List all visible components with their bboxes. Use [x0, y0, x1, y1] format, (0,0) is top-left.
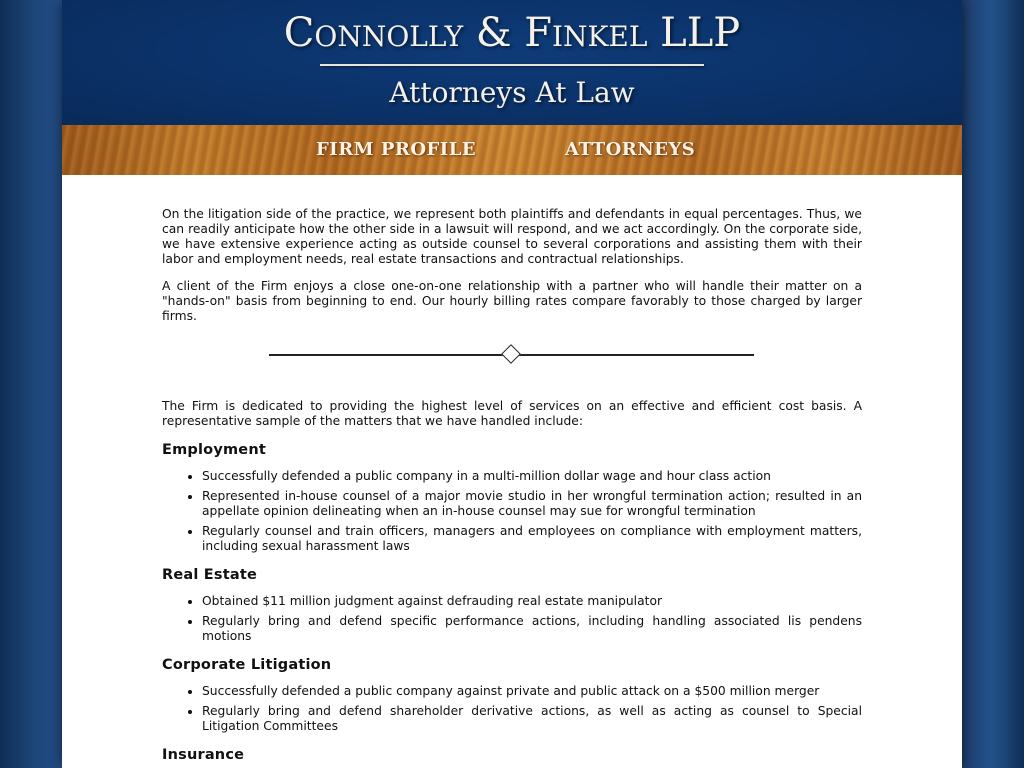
firm-name-logo: Connolly & Finkel LLP: [283, 10, 741, 56]
paragraph-intro: The Firm is dedicated to providing the highest level of services on an effective and efficient cost basis. A representative sample of the matters that we have handled include:: [162, 399, 862, 428]
diamond-ornament-icon: [501, 344, 521, 364]
nav-firm-profile[interactable]: FIRM PROFILE: [316, 139, 477, 160]
list-item: • Represented in-house counsel of a major movie studio in her wrongful termination action; resulted in an appellate opinion delineating when an in-house counsel may sue for wrongful termination: [202, 489, 862, 519]
heading-real-estate: Real Estate: [162, 567, 258, 583]
list-corporate-litigation: [162, 684, 862, 734]
page-container: [62, 0, 962, 768]
paragraph-client-relationship: A client of the Firm enjoys a close one-on-one relationship with a partner who will handle their matter on a "hands-on" basis from beginning to end. Our hourly billing rates compare favorably to those charged by larger firms.: [162, 279, 862, 323]
list-item: • Regularly bring and defend specific performance actions, including handling associated lis pendens motions: [202, 614, 862, 644]
list-item: • Successfully defended a public company in a multi-million dollar wage and hour class action: [202, 469, 862, 484]
heading-insurance: Insurance: [162, 747, 245, 763]
site-header: [62, 0, 962, 125]
paragraph-litigation: On the litigation side of the practice, we represent both plaintiffs and defendants in equal percentages. Thus, we can readily anticipate how the other side in a lawsuit will respond, and we act accordingly. On the corporate side, we have extensive experience acting as outside counsel to several corporations and assisting them with their labor and employment needs, real estate transactions and contractual relationships.: [162, 207, 862, 266]
list-real-estate: [162, 594, 862, 644]
header-rule: [320, 64, 704, 66]
list-item: • Regularly bring and defend shareholder derivative actions, as well as acting as counsel to Special Litigation Committees: [202, 704, 862, 734]
nav-attorneys[interactable]: ATTORNEYS: [565, 139, 696, 160]
heading-corporate-litigation: Corporate Litigation: [162, 657, 332, 673]
list-item: • Regularly counsel and train officers, managers and employees on compliance with employment matters, including sexual harassment laws: [202, 524, 862, 554]
section-divider: [162, 344, 862, 366]
main-content: [162, 175, 862, 764]
list-item: • Successfully defended a public company against private and public attack on a $500 million merger: [202, 684, 862, 699]
background-right: [962, 0, 1024, 768]
list-item: • Obtained $11 million judgment against defrauding real estate manipulator: [202, 594, 862, 609]
heading-employment: Employment: [162, 442, 266, 458]
firm-tagline: Attorneys At Law: [389, 76, 635, 109]
list-employment: [162, 469, 862, 554]
main-nav: [62, 125, 962, 175]
